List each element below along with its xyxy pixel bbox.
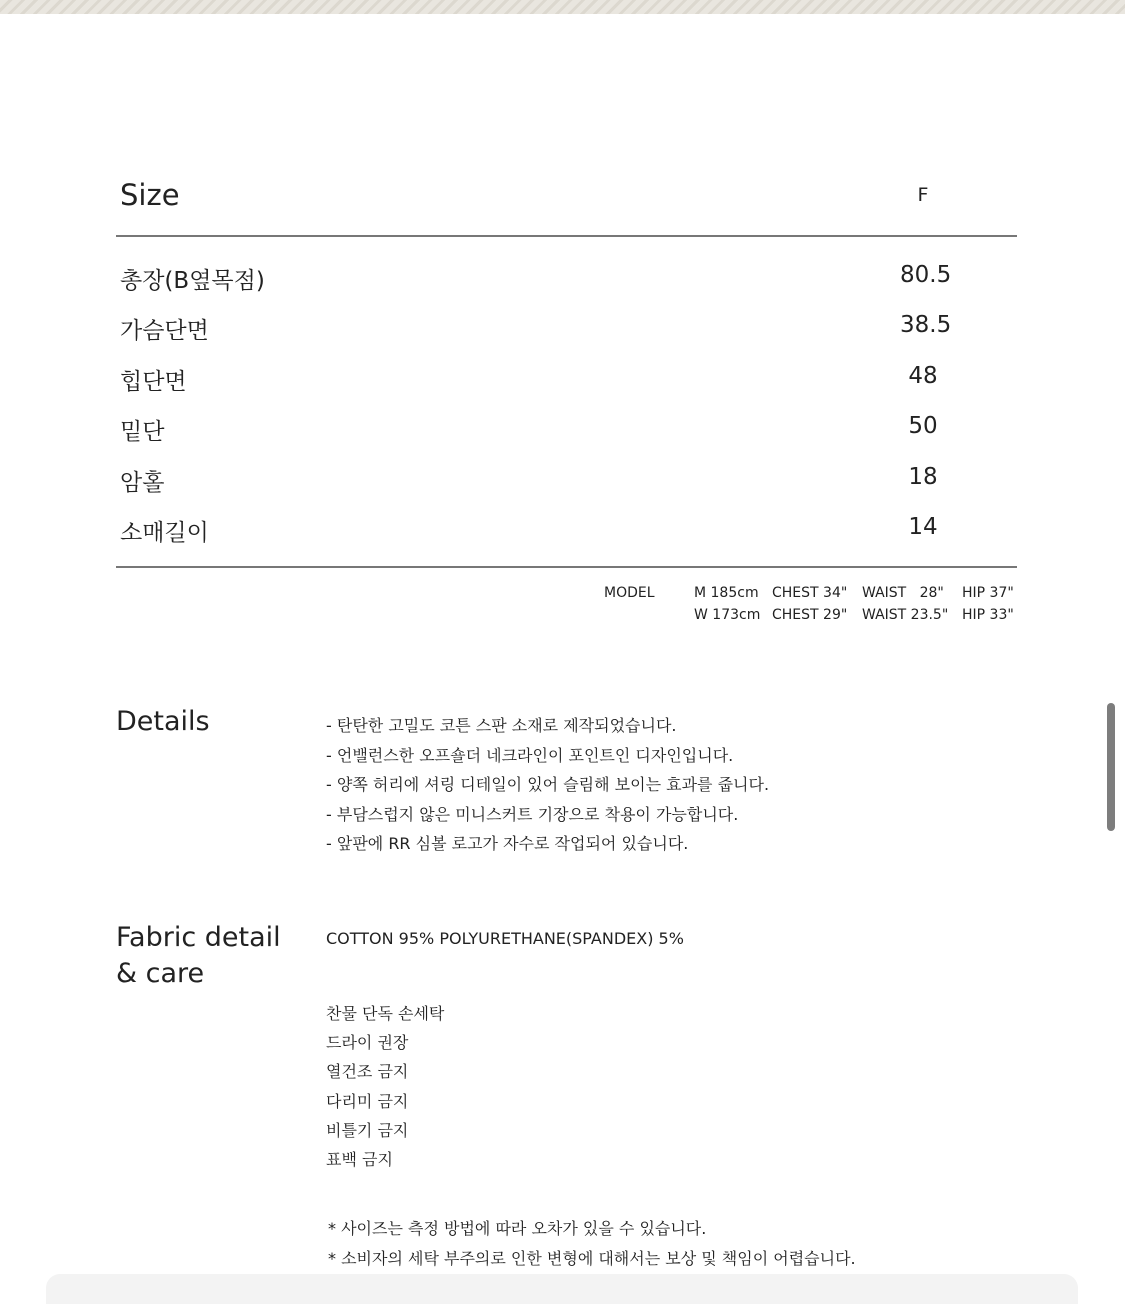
list-item: - 양쪽 허리에 셔링 디테일이 있어 슬림해 보이는 효과를 줍니다. [326, 775, 770, 794]
row-value: 18 [908, 464, 938, 490]
table-row [116, 413, 1017, 443]
list-item: * 소비자의 세탁 부주의로 인한 변형에 대해서는 보상 및 책임이 어렵습니다. [328, 1248, 856, 1268]
model-waist: WAIST 28" [862, 585, 944, 601]
top-image-strip [0, 0, 1125, 14]
list-item: - 언밸런스한 오프숄더 네크라인이 포인트인 디자인입니다. [326, 745, 734, 765]
row-label: 밑단 [120, 419, 165, 445]
list-item: - 앞판에 RR 심볼 로고가 자수로 작업되어 있습니다. [326, 834, 689, 853]
row-value: 48 [908, 363, 938, 389]
size-column-header: F [917, 184, 929, 206]
scrollbar[interactable] [1107, 703, 1115, 831]
fabric-composition: COTTON 95% POLYURETHANE(SPANDEX) 5% [326, 929, 684, 948]
row-label: 총장(B옆목점) [120, 268, 265, 294]
model-chest: CHEST 29" [772, 607, 848, 623]
list-item: 표백 금지 [326, 1150, 393, 1170]
list-item: * 사이즈는 측정 방법에 따라 오차가 있을 수 있습니다. [328, 1219, 707, 1238]
details-list [326, 711, 769, 859]
size-table-title: Size [120, 178, 180, 212]
row-value: 38.5 [900, 312, 952, 338]
model-waist: WAIST 23.5" [862, 607, 949, 623]
table-row [116, 514, 1017, 544]
row-value: 14 [908, 514, 938, 540]
list-item: 다리미 금지 [326, 1091, 409, 1111]
model-label: MODEL [604, 585, 655, 601]
list-item: 찬물 단독 손세탁 [326, 1004, 445, 1023]
row-label: 소매길이 [120, 520, 209, 546]
table-row [116, 464, 1017, 494]
care-list [326, 999, 444, 1174]
details-title: Details [116, 706, 210, 737]
list-item: 열건조 금지 [326, 1062, 409, 1082]
row-label: 암홀 [120, 470, 165, 496]
fabric-title-line1: Fabric detail [116, 922, 281, 953]
fabric-title-line2: & care [116, 958, 205, 989]
model-chest: CHEST 34" [772, 585, 848, 601]
row-label: 힙단면 [120, 369, 187, 395]
table-row [116, 363, 1017, 393]
model-height: M 185cm [694, 585, 759, 601]
model-hip: HIP 33" [962, 607, 1014, 623]
size-table-bottom-rule [116, 566, 1017, 568]
row-value: 80.5 [900, 262, 952, 288]
table-row [116, 262, 1017, 292]
list-item: 비틀기 금지 [326, 1120, 409, 1140]
model-hip: HIP 37" [962, 585, 1014, 601]
bottom-panel [46, 1274, 1078, 1304]
list-item: - 부담스럽지 않은 미니스커트 기장으로 착용이 가능합니다. [326, 804, 739, 824]
row-value: 50 [908, 413, 938, 439]
table-row [116, 312, 1017, 342]
fabric-title [116, 920, 281, 992]
model-height: W 173cm [694, 607, 761, 623]
list-item: 드라이 권장 [326, 1033, 409, 1053]
list-item: - 탄탄한 고밀도 코튼 스판 소재로 제작되었습니다. [326, 716, 677, 735]
row-label: 가슴단면 [120, 318, 209, 344]
size-table-top-rule [116, 235, 1017, 237]
notes-list [328, 1214, 856, 1273]
